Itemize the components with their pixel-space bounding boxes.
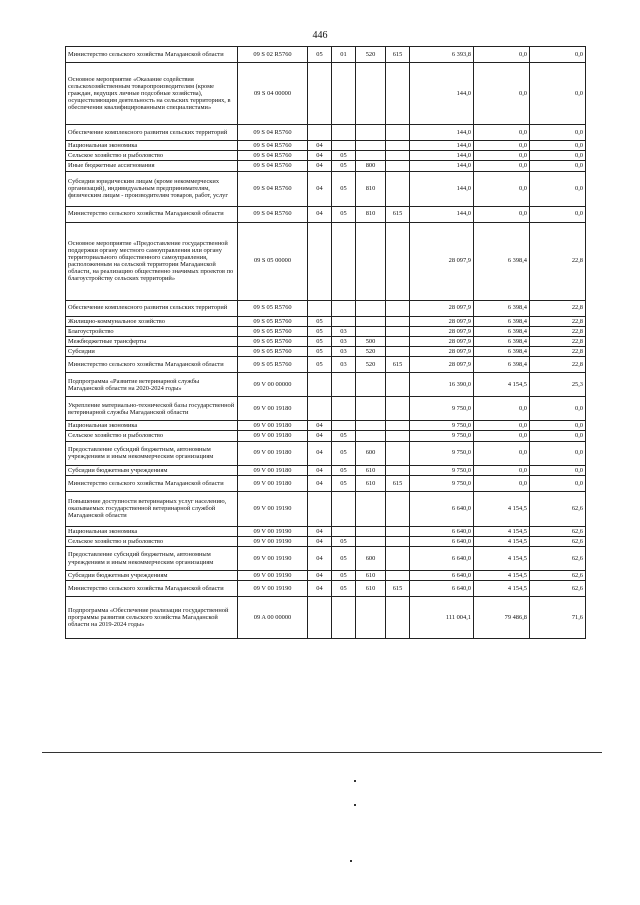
row-fact-amount: 0,0 xyxy=(474,141,530,151)
row-csr-code: 09 V 00 00000 xyxy=(238,373,308,397)
row-execution-percent: 22,8 xyxy=(530,336,586,346)
table-row xyxy=(66,491,586,526)
table-row xyxy=(66,347,586,357)
row-subsection-code xyxy=(332,397,356,421)
table-row xyxy=(66,441,586,465)
row-fact-amount: 4 154,5 xyxy=(474,547,530,571)
row-fact-amount: 4 154,5 xyxy=(474,581,530,597)
row-name-cell: Основное мероприятие «Оказание содействия сельскохозяйственным товаропроизводителям (кроме граждан, ведущих личные подсобные хозяйства), осуществляющим деятельность на сельских территориях, в обеспечении квалифицированными специалистами» xyxy=(66,63,238,125)
row-fact-amount: 0,0 xyxy=(474,63,530,125)
row-expense-type-code xyxy=(356,397,386,421)
row-section-code: 04 xyxy=(308,441,332,465)
row-fact-amount: 6 398,4 xyxy=(474,347,530,357)
row-section-code: 05 xyxy=(308,347,332,357)
row-expense-type-code xyxy=(356,125,386,141)
row-csr-code: 09 S 05 R5760 xyxy=(238,336,308,346)
row-admin-code xyxy=(386,397,410,421)
row-subsection-code xyxy=(332,141,356,151)
row-admin-code xyxy=(386,300,410,316)
row-subsection-code xyxy=(332,63,356,125)
row-section-code: 05 xyxy=(308,316,332,326)
table-row xyxy=(66,151,586,161)
row-expense-type-code: 520 xyxy=(356,47,386,63)
row-expense-type-code xyxy=(356,141,386,151)
row-fact-amount: 0,0 xyxy=(474,47,530,63)
row-plan-amount: 6 640,0 xyxy=(410,526,474,536)
row-subsection-code xyxy=(332,222,356,300)
table-row xyxy=(66,125,586,141)
row-admin-code xyxy=(386,547,410,571)
row-admin-code xyxy=(386,171,410,206)
row-csr-code: 09 V 00 19190 xyxy=(238,571,308,581)
row-execution-percent: 25,3 xyxy=(530,373,586,397)
row-plan-amount: 28 097,9 xyxy=(410,336,474,346)
row-name-cell: Обеспечение комплексного развития сельских территорий xyxy=(66,300,238,316)
row-subsection-code: 03 xyxy=(332,347,356,357)
row-expense-type-code xyxy=(356,491,386,526)
row-name-cell: Основное мероприятие «Предоставление государственной поддержки органу местного самоуправления или органу территориального общественного самоуправления, расположенным на сельской территории Магаданской области, на реализацию общественно значимых проектов по благоустройству сельских территорий» xyxy=(66,222,238,300)
row-admin-code xyxy=(386,421,410,431)
row-name-cell: Министерство сельского хозяйства Магаданской области xyxy=(66,206,238,222)
row-subsection-code: 03 xyxy=(332,326,356,336)
row-csr-code: 09 V 00 19190 xyxy=(238,581,308,597)
table-row xyxy=(66,141,586,151)
row-admin-code xyxy=(386,326,410,336)
row-expense-type-code xyxy=(356,151,386,161)
row-name-cell: Субсидии бюджетным учреждениям xyxy=(66,571,238,581)
row-expense-type-code xyxy=(356,526,386,536)
row-execution-percent: 0,0 xyxy=(530,141,586,151)
row-csr-code: 09 S 04 R5760 xyxy=(238,125,308,141)
row-name-cell: Жилищно-коммунальное хозяйство xyxy=(66,316,238,326)
row-name-cell: Подпрограмма «Обеспечение реализации государственной программы развития сельского хозяйства Магаданской области на 2019-2024 годы» xyxy=(66,597,238,639)
row-subsection-code xyxy=(332,491,356,526)
row-admin-code xyxy=(386,63,410,125)
table-row xyxy=(66,526,586,536)
row-execution-percent: 0,0 xyxy=(530,63,586,125)
row-plan-amount: 111 004,1 xyxy=(410,597,474,639)
row-section-code: 04 xyxy=(308,571,332,581)
row-execution-percent: 22,8 xyxy=(530,316,586,326)
row-section-code: 04 xyxy=(308,161,332,171)
row-plan-amount: 144,0 xyxy=(410,63,474,125)
row-fact-amount: 0,0 xyxy=(474,465,530,475)
row-execution-percent: 22,8 xyxy=(530,300,586,316)
row-csr-code: 09 V 00 19180 xyxy=(238,421,308,431)
row-name-cell: Национальная экономика xyxy=(66,526,238,536)
row-csr-code: 09 V 00 19180 xyxy=(238,397,308,421)
row-csr-code: 09 S 02 R5760 xyxy=(238,47,308,63)
row-section-code: 05 xyxy=(308,336,332,346)
row-admin-code xyxy=(386,222,410,300)
row-csr-code: 09 V 00 19180 xyxy=(238,431,308,441)
row-csr-code: 09 S 05 R5760 xyxy=(238,300,308,316)
row-expense-type-code xyxy=(356,431,386,441)
row-plan-amount: 16 390,0 xyxy=(410,373,474,397)
row-admin-code xyxy=(386,151,410,161)
table-row xyxy=(66,161,586,171)
row-expense-type-code: 810 xyxy=(356,206,386,222)
row-fact-amount: 0,0 xyxy=(474,397,530,421)
row-expense-type-code xyxy=(356,300,386,316)
row-subsection-code: 05 xyxy=(332,475,356,491)
row-plan-amount: 6 640,0 xyxy=(410,547,474,571)
row-section-code: 04 xyxy=(308,141,332,151)
row-admin-code xyxy=(386,161,410,171)
row-csr-code: 09 S 05 R5760 xyxy=(238,326,308,336)
row-execution-percent: 0,0 xyxy=(530,151,586,161)
row-execution-percent: 0,0 xyxy=(530,171,586,206)
row-execution-percent: 0,0 xyxy=(530,161,586,171)
row-execution-percent: 62,6 xyxy=(530,526,586,536)
row-subsection-code xyxy=(332,300,356,316)
row-expense-type-code xyxy=(356,316,386,326)
row-plan-amount: 9 750,0 xyxy=(410,421,474,431)
row-subsection-code: 01 xyxy=(332,47,356,63)
row-subsection-code xyxy=(332,125,356,141)
row-csr-code: 09 S 05 R5760 xyxy=(238,316,308,326)
row-expense-type-code xyxy=(356,326,386,336)
row-section-code: 05 xyxy=(308,357,332,373)
row-fact-amount: 6 398,4 xyxy=(474,300,530,316)
row-name-cell: Предоставление субсидий бюджетным, автономным учреждениям и иным некоммерческим организациям xyxy=(66,441,238,465)
row-execution-percent: 62,6 xyxy=(530,491,586,526)
row-fact-amount: 4 154,5 xyxy=(474,373,530,397)
table-row xyxy=(66,597,586,639)
row-section-code: 04 xyxy=(308,151,332,161)
row-admin-code xyxy=(386,441,410,465)
row-execution-percent: 0,0 xyxy=(530,206,586,222)
row-plan-amount: 28 097,9 xyxy=(410,222,474,300)
table-row xyxy=(66,222,586,300)
row-admin-code xyxy=(386,431,410,441)
row-name-cell: Министерство сельского хозяйства Магаданской области xyxy=(66,581,238,597)
row-subsection-code xyxy=(332,316,356,326)
row-admin-code xyxy=(386,347,410,357)
row-section-code: 04 xyxy=(308,431,332,441)
row-name-cell: Сельское хозяйство и рыболовство xyxy=(66,151,238,161)
row-admin-code: 615 xyxy=(386,357,410,373)
table-row xyxy=(66,373,586,397)
row-section-code: 05 xyxy=(308,47,332,63)
table-row xyxy=(66,357,586,373)
row-name-cell: Обеспечение комплексного развития сельских территорий xyxy=(66,125,238,141)
row-name-cell: Сельское хозяйство и рыболовство xyxy=(66,431,238,441)
row-execution-percent: 0,0 xyxy=(530,47,586,63)
row-fact-amount: 0,0 xyxy=(474,161,530,171)
row-expense-type-code: 610 xyxy=(356,581,386,597)
row-fact-amount: 4 154,5 xyxy=(474,536,530,546)
row-csr-code: 09 S 05 R5760 xyxy=(238,357,308,373)
table-row xyxy=(66,475,586,491)
row-execution-percent: 71,6 xyxy=(530,597,586,639)
row-subsection-code xyxy=(332,373,356,397)
row-execution-percent: 62,6 xyxy=(530,536,586,546)
row-plan-amount: 28 097,9 xyxy=(410,326,474,336)
row-admin-code: 615 xyxy=(386,581,410,597)
row-subsection-code: 05 xyxy=(332,465,356,475)
row-csr-code: 09 S 04 R5760 xyxy=(238,161,308,171)
table-row xyxy=(66,536,586,546)
row-section-code: 04 xyxy=(308,465,332,475)
row-csr-code: 09 A 00 00000 xyxy=(238,597,308,639)
row-fact-amount: 79 486,8 xyxy=(474,597,530,639)
row-subsection-code: 05 xyxy=(332,547,356,571)
row-fact-amount: 6 398,4 xyxy=(474,222,530,300)
row-fact-amount: 0,0 xyxy=(474,431,530,441)
row-execution-percent: 0,0 xyxy=(530,431,586,441)
row-name-cell: Национальная экономика xyxy=(66,141,238,151)
table-row xyxy=(66,431,586,441)
row-csr-code: 09 V 00 19190 xyxy=(238,526,308,536)
row-admin-code xyxy=(386,316,410,326)
table-row xyxy=(66,206,586,222)
row-name-cell: Министерство сельского хозяйства Магаданской области xyxy=(66,475,238,491)
row-expense-type-code: 500 xyxy=(356,336,386,346)
row-name-cell: Субсидии юридическим лицам (кроме некоммерческих организаций), индивидуальным предпринимателям, физическим лицам - производителям товаров, работ, услуг xyxy=(66,171,238,206)
row-subsection-code: 05 xyxy=(332,171,356,206)
row-expense-type-code: 520 xyxy=(356,357,386,373)
row-section-code xyxy=(308,373,332,397)
row-section-code: 04 xyxy=(308,421,332,431)
row-section-code xyxy=(308,222,332,300)
row-admin-code xyxy=(386,373,410,397)
row-admin-code xyxy=(386,597,410,639)
row-plan-amount: 6 640,0 xyxy=(410,571,474,581)
budget-table-body xyxy=(66,47,586,639)
row-name-cell: Повышение доступности ветеринарных услуг населению, оказываемых государственной ветеринарной службой Магаданской области xyxy=(66,491,238,526)
row-section-code xyxy=(308,125,332,141)
row-subsection-code: 05 xyxy=(332,206,356,222)
row-plan-amount: 9 750,0 xyxy=(410,397,474,421)
row-section-code xyxy=(308,300,332,316)
row-name-cell: Министерство сельского хозяйства Магаданской области xyxy=(66,47,238,63)
row-section-code xyxy=(308,63,332,125)
row-plan-amount: 144,0 xyxy=(410,151,474,161)
row-subsection-code xyxy=(332,597,356,639)
row-subsection-code xyxy=(332,421,356,431)
budget-table xyxy=(65,46,586,639)
row-execution-percent: 22,8 xyxy=(530,357,586,373)
row-csr-code: 09 V 00 19190 xyxy=(238,547,308,571)
row-plan-amount: 9 750,0 xyxy=(410,431,474,441)
row-expense-type-code xyxy=(356,63,386,125)
table-row xyxy=(66,171,586,206)
row-csr-code: 09 S 04 R5760 xyxy=(238,206,308,222)
row-execution-percent: 22,8 xyxy=(530,222,586,300)
table-row xyxy=(66,547,586,571)
row-expense-type-code xyxy=(356,222,386,300)
row-csr-code: 09 V 00 19180 xyxy=(238,475,308,491)
row-section-code: 04 xyxy=(308,475,332,491)
table-row xyxy=(66,47,586,63)
row-fact-amount: 0,0 xyxy=(474,206,530,222)
table-row xyxy=(66,397,586,421)
row-section-code: 04 xyxy=(308,536,332,546)
table-row xyxy=(66,421,586,431)
row-fact-amount: 6 398,4 xyxy=(474,316,530,326)
row-expense-type-code xyxy=(356,373,386,397)
row-plan-amount: 6 640,0 xyxy=(410,581,474,597)
row-expense-type-code xyxy=(356,421,386,431)
row-plan-amount: 6 393,8 xyxy=(410,47,474,63)
row-fact-amount: 0,0 xyxy=(474,421,530,431)
scan-mark xyxy=(354,780,356,782)
row-subsection-code xyxy=(332,526,356,536)
row-plan-amount: 28 097,9 xyxy=(410,316,474,326)
row-plan-amount: 144,0 xyxy=(410,141,474,151)
row-expense-type-code: 810 xyxy=(356,171,386,206)
row-plan-amount: 144,0 xyxy=(410,161,474,171)
row-section-code: 05 xyxy=(308,326,332,336)
table-row xyxy=(66,336,586,346)
row-execution-percent: 0,0 xyxy=(530,475,586,491)
row-section-code: 04 xyxy=(308,526,332,536)
row-section-code: 04 xyxy=(308,547,332,571)
row-subsection-code: 05 xyxy=(332,571,356,581)
row-plan-amount: 144,0 xyxy=(410,125,474,141)
row-expense-type-code xyxy=(356,597,386,639)
row-plan-amount: 9 750,0 xyxy=(410,465,474,475)
row-execution-percent: 62,6 xyxy=(530,581,586,597)
row-admin-code: 615 xyxy=(386,47,410,63)
row-fact-amount: 0,0 xyxy=(474,125,530,141)
row-subsection-code: 05 xyxy=(332,441,356,465)
table-row xyxy=(66,581,586,597)
row-subsection-code: 05 xyxy=(332,536,356,546)
row-subsection-code: 05 xyxy=(332,431,356,441)
row-execution-percent: 62,6 xyxy=(530,571,586,581)
row-expense-type-code: 610 xyxy=(356,465,386,475)
row-subsection-code: 05 xyxy=(332,151,356,161)
page-bottom-rule xyxy=(42,752,602,753)
row-fact-amount: 0,0 xyxy=(474,151,530,161)
row-execution-percent: 62,6 xyxy=(530,547,586,571)
row-expense-type-code: 600 xyxy=(356,547,386,571)
row-csr-code: 09 S 05 R5760 xyxy=(238,347,308,357)
row-admin-code xyxy=(386,141,410,151)
row-csr-code: 09 S 04 R5760 xyxy=(238,141,308,151)
row-fact-amount: 0,0 xyxy=(474,171,530,206)
row-csr-code: 09 S 04 00000 xyxy=(238,63,308,125)
row-admin-code: 615 xyxy=(386,206,410,222)
row-expense-type-code: 610 xyxy=(356,475,386,491)
row-expense-type-code: 610 xyxy=(356,571,386,581)
row-fact-amount: 4 154,5 xyxy=(474,571,530,581)
row-subsection-code: 05 xyxy=(332,161,356,171)
row-section-code: 04 xyxy=(308,171,332,206)
table-row xyxy=(66,326,586,336)
row-csr-code: 09 S 04 R5760 xyxy=(238,171,308,206)
row-execution-percent: 22,8 xyxy=(530,326,586,336)
row-plan-amount: 9 750,0 xyxy=(410,441,474,465)
row-name-cell: Иные бюджетные ассигнования xyxy=(66,161,238,171)
row-name-cell: Субсидии бюджетным учреждениям xyxy=(66,465,238,475)
row-section-code xyxy=(308,491,332,526)
row-execution-percent: 0,0 xyxy=(530,441,586,465)
row-fact-amount: 0,0 xyxy=(474,475,530,491)
row-admin-code xyxy=(386,526,410,536)
row-admin-code xyxy=(386,536,410,546)
row-execution-percent: 0,0 xyxy=(530,465,586,475)
row-name-cell: Национальная экономика xyxy=(66,421,238,431)
row-fact-amount: 6 398,4 xyxy=(474,357,530,373)
row-name-cell: Предоставление субсидий бюджетным, автономным учреждениям и иным некоммерческим организациям xyxy=(66,547,238,571)
row-section-code: 04 xyxy=(308,206,332,222)
row-section-code xyxy=(308,397,332,421)
row-admin-code xyxy=(386,465,410,475)
row-fact-amount: 6 398,4 xyxy=(474,336,530,346)
row-name-cell: Министерство сельского хозяйства Магаданской области xyxy=(66,357,238,373)
row-admin-code xyxy=(386,571,410,581)
row-execution-percent: 0,0 xyxy=(530,397,586,421)
row-expense-type-code: 600 xyxy=(356,441,386,465)
row-subsection-code: 05 xyxy=(332,581,356,597)
row-subsection-code: 03 xyxy=(332,357,356,373)
row-section-code xyxy=(308,597,332,639)
row-csr-code: 09 S 04 R5760 xyxy=(238,151,308,161)
row-name-cell: Укрепление материально-технической базы государственной ветеринарной службы Магаданской области xyxy=(66,397,238,421)
table-row xyxy=(66,63,586,125)
row-fact-amount: 4 154,5 xyxy=(474,491,530,526)
row-expense-type-code: 800 xyxy=(356,161,386,171)
row-fact-amount: 0,0 xyxy=(474,441,530,465)
row-expense-type-code: 520 xyxy=(356,347,386,357)
table-row xyxy=(66,316,586,326)
table-row xyxy=(66,300,586,316)
row-plan-amount: 9 750,0 xyxy=(410,475,474,491)
row-plan-amount: 28 097,9 xyxy=(410,347,474,357)
row-execution-percent: 0,0 xyxy=(530,421,586,431)
row-plan-amount: 144,0 xyxy=(410,171,474,206)
scan-mark xyxy=(354,804,356,806)
row-plan-amount: 6 640,0 xyxy=(410,536,474,546)
row-expense-type-code xyxy=(356,536,386,546)
row-csr-code: 09 V 00 19180 xyxy=(238,441,308,465)
table-row xyxy=(66,571,586,581)
row-fact-amount: 4 154,5 xyxy=(474,526,530,536)
row-admin-code: 615 xyxy=(386,475,410,491)
row-fact-amount: 6 398,4 xyxy=(474,326,530,336)
table-row xyxy=(66,465,586,475)
row-execution-percent: 0,0 xyxy=(530,125,586,141)
row-name-cell: Межбюджетные трансферты xyxy=(66,336,238,346)
row-name-cell: Сельское хозяйство и рыболовство xyxy=(66,536,238,546)
row-plan-amount: 6 640,0 xyxy=(410,491,474,526)
row-csr-code: 09 V 00 19190 xyxy=(238,536,308,546)
row-admin-code xyxy=(386,491,410,526)
row-name-cell: Благоустройство xyxy=(66,326,238,336)
row-admin-code xyxy=(386,125,410,141)
row-plan-amount: 144,0 xyxy=(410,206,474,222)
row-csr-code: 09 V 00 19190 xyxy=(238,491,308,526)
row-admin-code xyxy=(386,336,410,346)
row-csr-code: 09 V 00 19180 xyxy=(238,465,308,475)
scan-mark xyxy=(350,860,352,862)
row-csr-code: 09 S 05 00000 xyxy=(238,222,308,300)
row-name-cell: Подпрограмма «Развитие ветеринарной службы Магаданской области на 2020-2024 годы» xyxy=(66,373,238,397)
row-execution-percent: 22,8 xyxy=(530,347,586,357)
row-subsection-code: 03 xyxy=(332,336,356,346)
row-plan-amount: 28 097,9 xyxy=(410,300,474,316)
page-number: 446 xyxy=(312,30,328,41)
row-plan-amount: 28 097,9 xyxy=(410,357,474,373)
row-name-cell: Субсидии xyxy=(66,347,238,357)
row-section-code: 04 xyxy=(308,581,332,597)
